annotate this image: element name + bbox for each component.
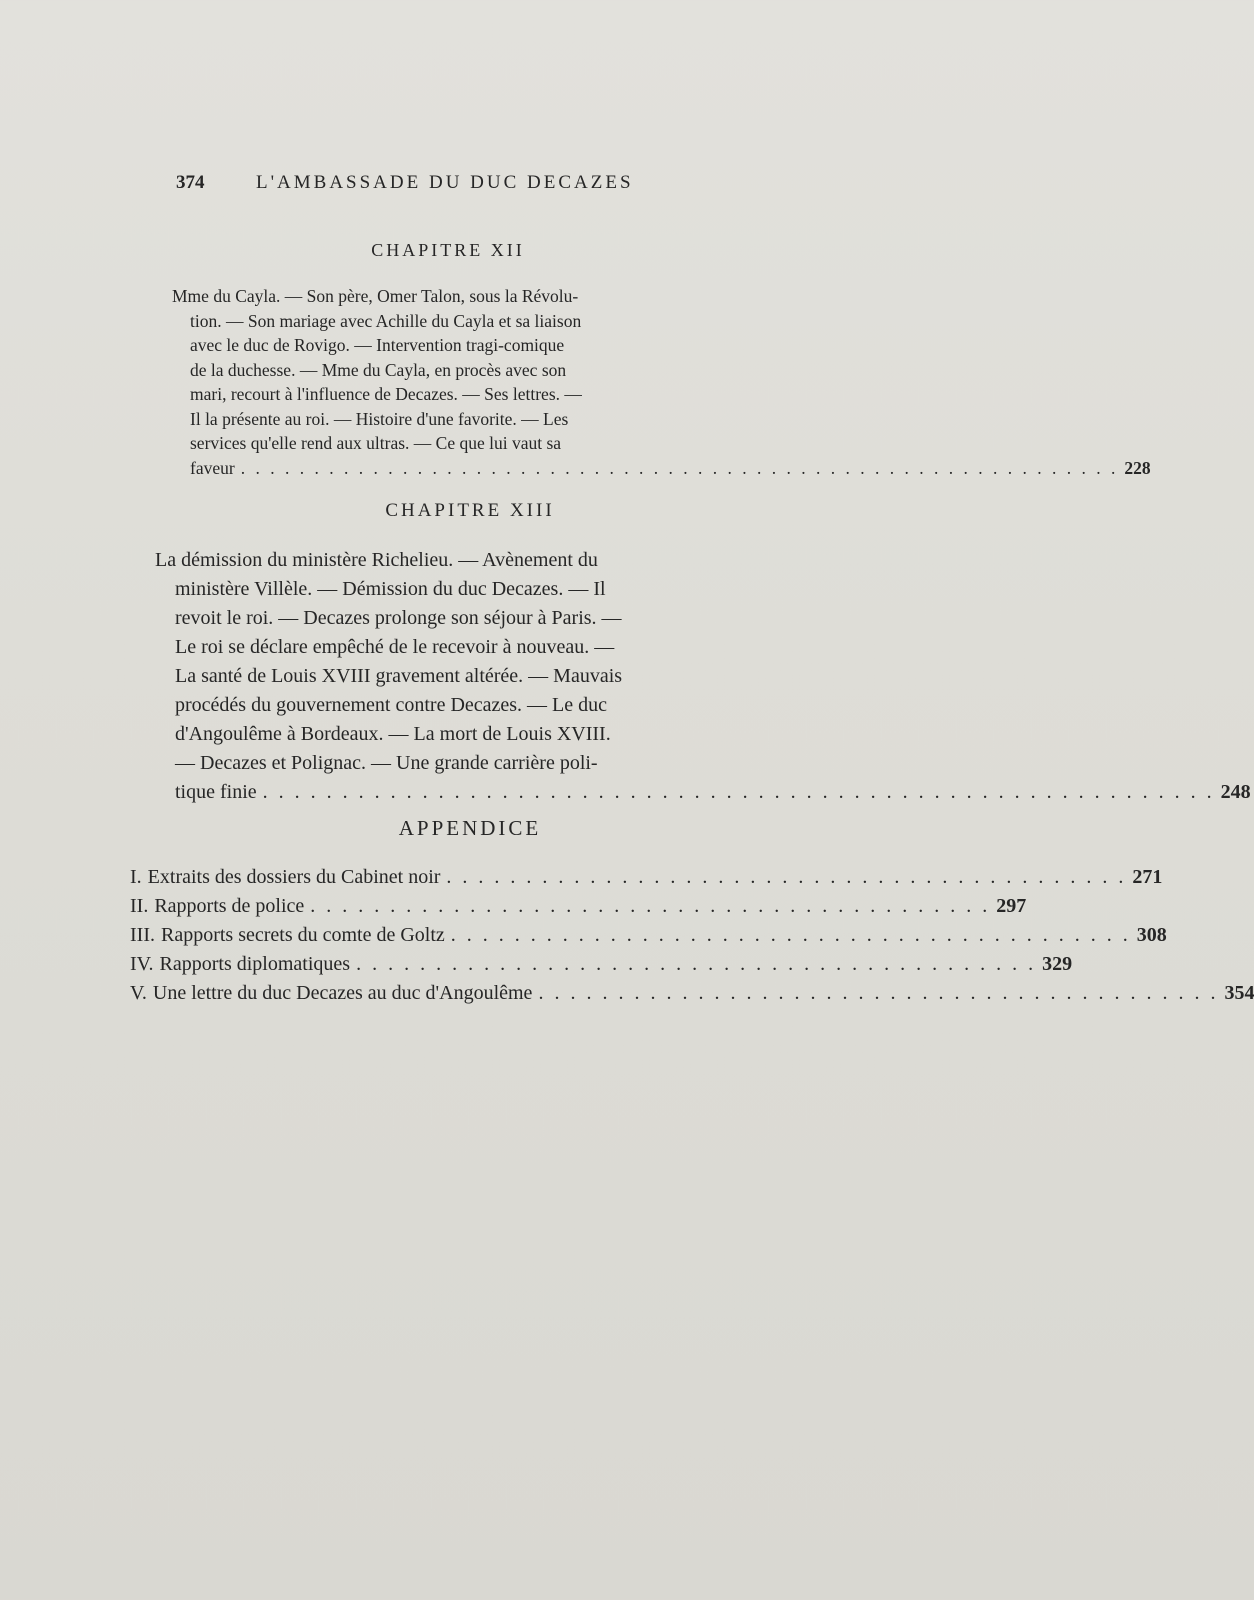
appendix-item-page: 271 bbox=[1132, 866, 1163, 888]
chapter-xii-page: 228 bbox=[1124, 457, 1151, 478]
appendix-list bbox=[130, 866, 1254, 1011]
running-head bbox=[176, 172, 706, 194]
appendix-item bbox=[130, 953, 1073, 982]
summary-line: Mme du Cayla. — Son père, Omer Talon, sous la Révolu- bbox=[172, 286, 579, 306]
summary-line: tion. — Son mariage avec Achille du Cayla et sa liaison bbox=[190, 310, 582, 331]
appendix-item-title: Rapports de police bbox=[154, 895, 305, 917]
summary-line: Il la présente au roi. — Histoire d'une favorite. — Les bbox=[190, 408, 569, 429]
appendix-item-number: III. bbox=[130, 924, 155, 946]
appendix-item-page: 354 bbox=[1224, 982, 1254, 1004]
dot-leader: . . . . . . . . . . . . . . . . . . . . . . . . . . . . . . . . . . . . . . . . . . . bbox=[356, 953, 1037, 975]
appendix-item bbox=[130, 866, 1163, 895]
book-title: L'AMBASSADE DU DUC DECAZES bbox=[256, 172, 634, 193]
summary-last-line bbox=[175, 778, 1251, 807]
summary-line: mari, recourt à l'influence de Decazes. — Ses lettres. — bbox=[190, 384, 582, 404]
appendix-item-title: Une lettre du duc Decazes au duc d'Angoulême bbox=[152, 982, 533, 1004]
chapter-xiii-page: 248 bbox=[1220, 781, 1251, 803]
dot-leader: . . . . . . . . . . . . . . . . . . . . . . . . . . . . . . . . . . . . . . . . . . . . . . . . . . . . . . . . . . . . bbox=[262, 781, 1215, 803]
appendix-item-number: IV. bbox=[130, 953, 154, 975]
summary-line: procédés du gouvernement contre Decazes. — Le duc bbox=[175, 694, 608, 716]
summary-line: de la duchesse. — Mme du Cayla, en procès avec son bbox=[190, 359, 567, 380]
summary-line: services qu'elle rend aux ultras. — Ce que lui vaut sa bbox=[190, 433, 562, 453]
appendix-item bbox=[130, 982, 1254, 1011]
appendix-item-number: I. bbox=[130, 866, 142, 888]
dot-leader: . . . . . . . . . . . . . . . . . . . . . . . . . . . . . . . . . . . . . . . . . . . bbox=[450, 924, 1131, 946]
chapter-xii-heading: CHAPITRE XII bbox=[371, 240, 525, 260]
appendix-item bbox=[130, 924, 1167, 953]
appendix-item-number: V. bbox=[130, 982, 147, 1004]
dot-leader: . . . . . . . . . . . . . . . . . . . . . . . . . . . . . . . . . . . . . . . . . . . bbox=[310, 895, 991, 917]
summary-line: ministère Villèle. — Démission du duc Decazes. — Il bbox=[175, 578, 606, 600]
appendix-item-title: Extraits des dossiers du Cabinet noir bbox=[147, 866, 441, 888]
summary-line: — Decazes et Polignac. — Une grande carrière poli- bbox=[175, 752, 598, 774]
appendix-item bbox=[130, 895, 1027, 924]
dot-leader: . . . . . . . . . . . . . . . . . . . . . . . . . . . . . . . . . . . . . . . . . . . . . . . . . . . . . . . . . . . . bbox=[240, 457, 1119, 478]
summary-line: revoit le roi. — Decazes prolonge son séjour à Paris. — bbox=[175, 607, 622, 629]
appendix-item-page: 329 bbox=[1042, 953, 1073, 975]
summary-line: avec le duc de Rovigo. — Intervention tragi-comique bbox=[190, 335, 565, 355]
summary-line: d'Angoulême à Bordeaux. — La mort de Louis XVIII. bbox=[175, 723, 611, 745]
summary-line: La démission du ministère Richelieu. — Avènement du bbox=[155, 549, 598, 571]
chapter-xiii-heading: CHAPITRE XIII bbox=[385, 500, 555, 521]
appendix-item-number: II. bbox=[130, 895, 149, 917]
chapter-xiii-summary bbox=[155, 546, 1251, 807]
summary-line: Le roi se déclare empêché de le recevoir à nouveau. — bbox=[175, 636, 615, 658]
chapter-xii-summary bbox=[172, 284, 1151, 480]
summary-last-line bbox=[190, 456, 1151, 481]
summary-line-end: tique finie bbox=[175, 781, 257, 803]
summary-line-end: faveur bbox=[190, 457, 235, 478]
dot-leader: . . . . . . . . . . . . . . . . . . . . . . . . . . . . . . . . . . . . . . . . . . . bbox=[446, 866, 1127, 888]
appendix-item-page: 297 bbox=[996, 895, 1027, 917]
appendix-item-title: Rapports diplomatiques bbox=[159, 953, 351, 975]
appendix-item-page: 308 bbox=[1136, 924, 1167, 946]
appendix-item-title: Rapports secrets du comte de Goltz bbox=[160, 924, 445, 946]
dot-leader: . . . . . . . . . . . . . . . . . . . . . . . . . . . . . . . . . . . . . . . . . . . bbox=[538, 982, 1219, 1004]
appendix-heading: APPENDICE bbox=[398, 816, 542, 840]
page-number: 374 bbox=[176, 172, 205, 193]
summary-line: La santé de Louis XVIII gravement altérée. — Mauvais bbox=[175, 665, 623, 687]
